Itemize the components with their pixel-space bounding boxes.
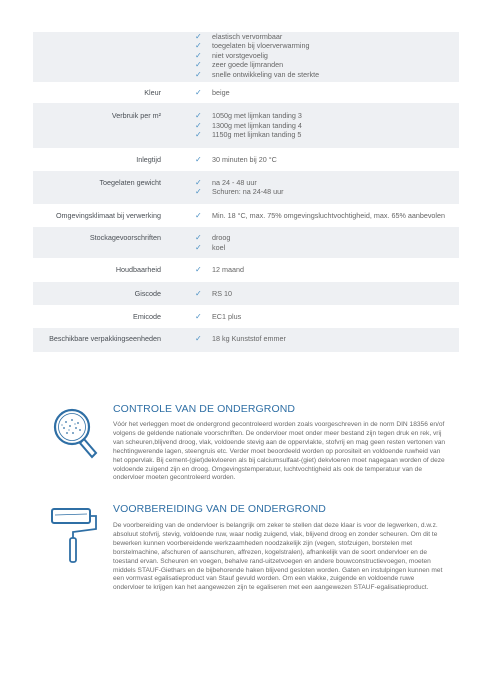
paint-roller-icon: [49, 505, 101, 572]
spec-value: [195, 334, 459, 343]
check-icon: ✓: [195, 178, 202, 188]
spec-row: [33, 282, 459, 305]
spec-row: [33, 171, 459, 204]
spec-value: [195, 289, 459, 298]
spec-value: [195, 130, 459, 139]
check-icon: ✓: [195, 311, 202, 321]
spec-value: [195, 265, 459, 274]
section-body: De voorbereiding van de ondervloer is belangrijk om zeker te stellen dat deze klaar is voor de legwerken, d.w.z. absoluut stofvrij, stevig, voldoende ruw, waar nodig zuigend, vlak, blijvend droog en zonder scheuren. Om dit te bewerken kunnen voorbereidende werkzaamheden noodzakelijk zijn (vegen, stofzuigen, borstelen met borstelmachine, afschuren of aanschuren, affrezen, kogelstralen), afhankelijk van de soort ondervloer en de toestand ervan. Scheuren en voegen, behalve rand-uitzetvoegen en andere bouwconstructievoegen, moeten middels STAUF-Giethars en de bijbehorende haken blijvend gesloten worden. Gaten en instulpingen kunnen met een vormvast egalisatieproduct van Stauf gevuld worden. Om een vlakke, zuigende en voldoende ruwe ondervloer te krijgen kan het aangewezen zijn te egaliseren met een aangewezen STAUF-egalisatieproduct.: [113, 522, 443, 592]
check-icon: ✓: [195, 210, 202, 220]
spec-values: [195, 111, 459, 139]
spec-label: Beschikbare verpakkingseenheden: [49, 334, 161, 344]
spec-value-text: snelle ontwikkeling van de sterkte: [212, 69, 320, 79]
check-icon: ✓: [195, 242, 202, 252]
check-icon: ✓: [195, 50, 202, 60]
section-title: CONTROLE VAN DE ONDERGROND: [113, 403, 296, 415]
spec-value-text: koel: [212, 242, 226, 252]
spec-label: Emicode: [133, 311, 161, 321]
spec-value: [195, 88, 459, 97]
check-icon: ✓: [195, 41, 202, 51]
spec-label: Omgevingsklimaat bij verwerking: [55, 210, 161, 220]
check-icon: ✓: [195, 154, 202, 164]
spec-value-text: 30 minuten bij 20 °C: [212, 154, 277, 164]
spec-value-text: 1050g met lijmkan tanding 3: [212, 111, 302, 121]
spec-row: [33, 103, 459, 147]
spec-value-text: droog: [212, 233, 231, 243]
check-icon: ✓: [195, 233, 202, 243]
spec-value: [195, 178, 459, 187]
spec-value-text: beige: [212, 88, 230, 98]
spec-value: [195, 312, 459, 321]
spec-values: [195, 211, 459, 220]
spec-label: Stockagevoorschriften: [89, 233, 161, 243]
spec-value-text: zeer goede lijmranden: [212, 60, 284, 70]
spec-row: [33, 328, 459, 351]
spec-value-text: 12 maand: [212, 265, 244, 275]
spec-value-text: toegelaten bij vloerverwarming: [212, 41, 310, 51]
spec-value-text: Schuren: na 24-48 uur: [212, 187, 284, 197]
spec-label: Giscode: [134, 288, 161, 298]
spec-value: [195, 243, 459, 252]
check-icon: ✓: [195, 111, 202, 121]
spec-values: [195, 233, 459, 252]
spec-row: [33, 82, 459, 103]
check-icon: ✓: [195, 130, 202, 140]
spec-row: [33, 148, 459, 171]
magnifier-icon: [50, 406, 100, 465]
spec-value: [195, 155, 459, 164]
spec-value-text: Min. 18 °C, max. 75% omgevingsluchtvochtigheid, max. 65% aanbevolen: [212, 210, 446, 220]
spec-value: [195, 233, 459, 242]
spec-value-text: EC1 plus: [212, 311, 242, 321]
spec-value-text: RS 10: [212, 288, 232, 298]
spec-values: [195, 155, 459, 164]
spec-label: Verbruik per m²: [111, 111, 161, 121]
check-icon: ✓: [195, 60, 202, 70]
check-icon: ✓: [195, 120, 202, 130]
section-body: Vóór het verleggen moet de ondergrond gecontroleerd worden zoals voorgeschreven in de norm DIN 18356 en/of volgens de geldende nationale voorschriften. De ondervloer moet onder meer bestand zijn tegen druk en rek, vrij van scheuren,blijvend droog, vlak, voldoende stevig aan de oppervlakte, stofvrij en mag geen resten vertonen van hechtingwerende lagen, steengruis etc. Verder moet beoordeeld worden op porositeit en voldoende ruwheid van het oppervlak. Bij cement-(giet)dekvloeren als bij calciumsulfaat-(giet) dekvloeren moet nagegaan worden of deze voldoende zuigend zijn en droog. Omgevingstemperatuur, luchtvochtigheid als ook de temperatuur van de ondervloer moeten gecontroleerd worden.: [113, 421, 446, 482]
spec-value-text: elastisch vervormbaar: [212, 32, 283, 41]
section-title: VOORBEREIDING VAN DE ONDERGROND: [113, 503, 326, 515]
spec-value: [195, 41, 459, 50]
check-icon: ✓: [195, 69, 202, 79]
spec-value-text: niet vorstgevoelig: [212, 50, 268, 60]
spec-row: [33, 32, 459, 82]
spec-label: Kleur: [144, 88, 161, 98]
spec-label: [33, 32, 195, 79]
check-icon: ✓: [195, 187, 202, 197]
spec-values: [195, 312, 459, 321]
spec-values: [195, 32, 459, 79]
spec-value: [195, 121, 459, 130]
check-icon: ✓: [195, 32, 202, 41]
spec-value: [195, 60, 459, 69]
spec-value-text: 1150g met lijmkan tanding 5: [212, 130, 302, 140]
spec-value-text: 1300g met lijmkan tanding 4: [212, 120, 302, 130]
spec-row: [33, 227, 459, 258]
check-icon: ✓: [195, 88, 202, 98]
spec-table: [33, 32, 459, 352]
spec-value: [195, 70, 459, 79]
spec-value: [195, 32, 459, 41]
check-icon: ✓: [195, 334, 202, 344]
spec-label: Toegelaten gewicht: [99, 178, 161, 188]
check-icon: ✓: [195, 288, 202, 298]
spec-label: Inlegtijd: [136, 154, 161, 164]
spec-value: [195, 211, 459, 220]
spec-value-text: 18 kg Kunststof emmer: [212, 334, 286, 344]
check-icon: ✓: [195, 265, 202, 275]
spec-value: [195, 187, 459, 196]
spec-values: [195, 88, 459, 97]
spec-row: [33, 204, 459, 227]
spec-value: [195, 51, 459, 60]
spec-value-text: na 24 - 48 uur: [212, 178, 257, 188]
spec-values: [195, 265, 459, 274]
spec-values: [195, 334, 459, 343]
spec-row: [33, 305, 459, 328]
spec-values: [195, 289, 459, 298]
spec-label: Houdbaarheid: [115, 265, 161, 275]
spec-values: [195, 178, 459, 197]
spec-row: [33, 258, 459, 281]
spec-value: [195, 111, 459, 120]
